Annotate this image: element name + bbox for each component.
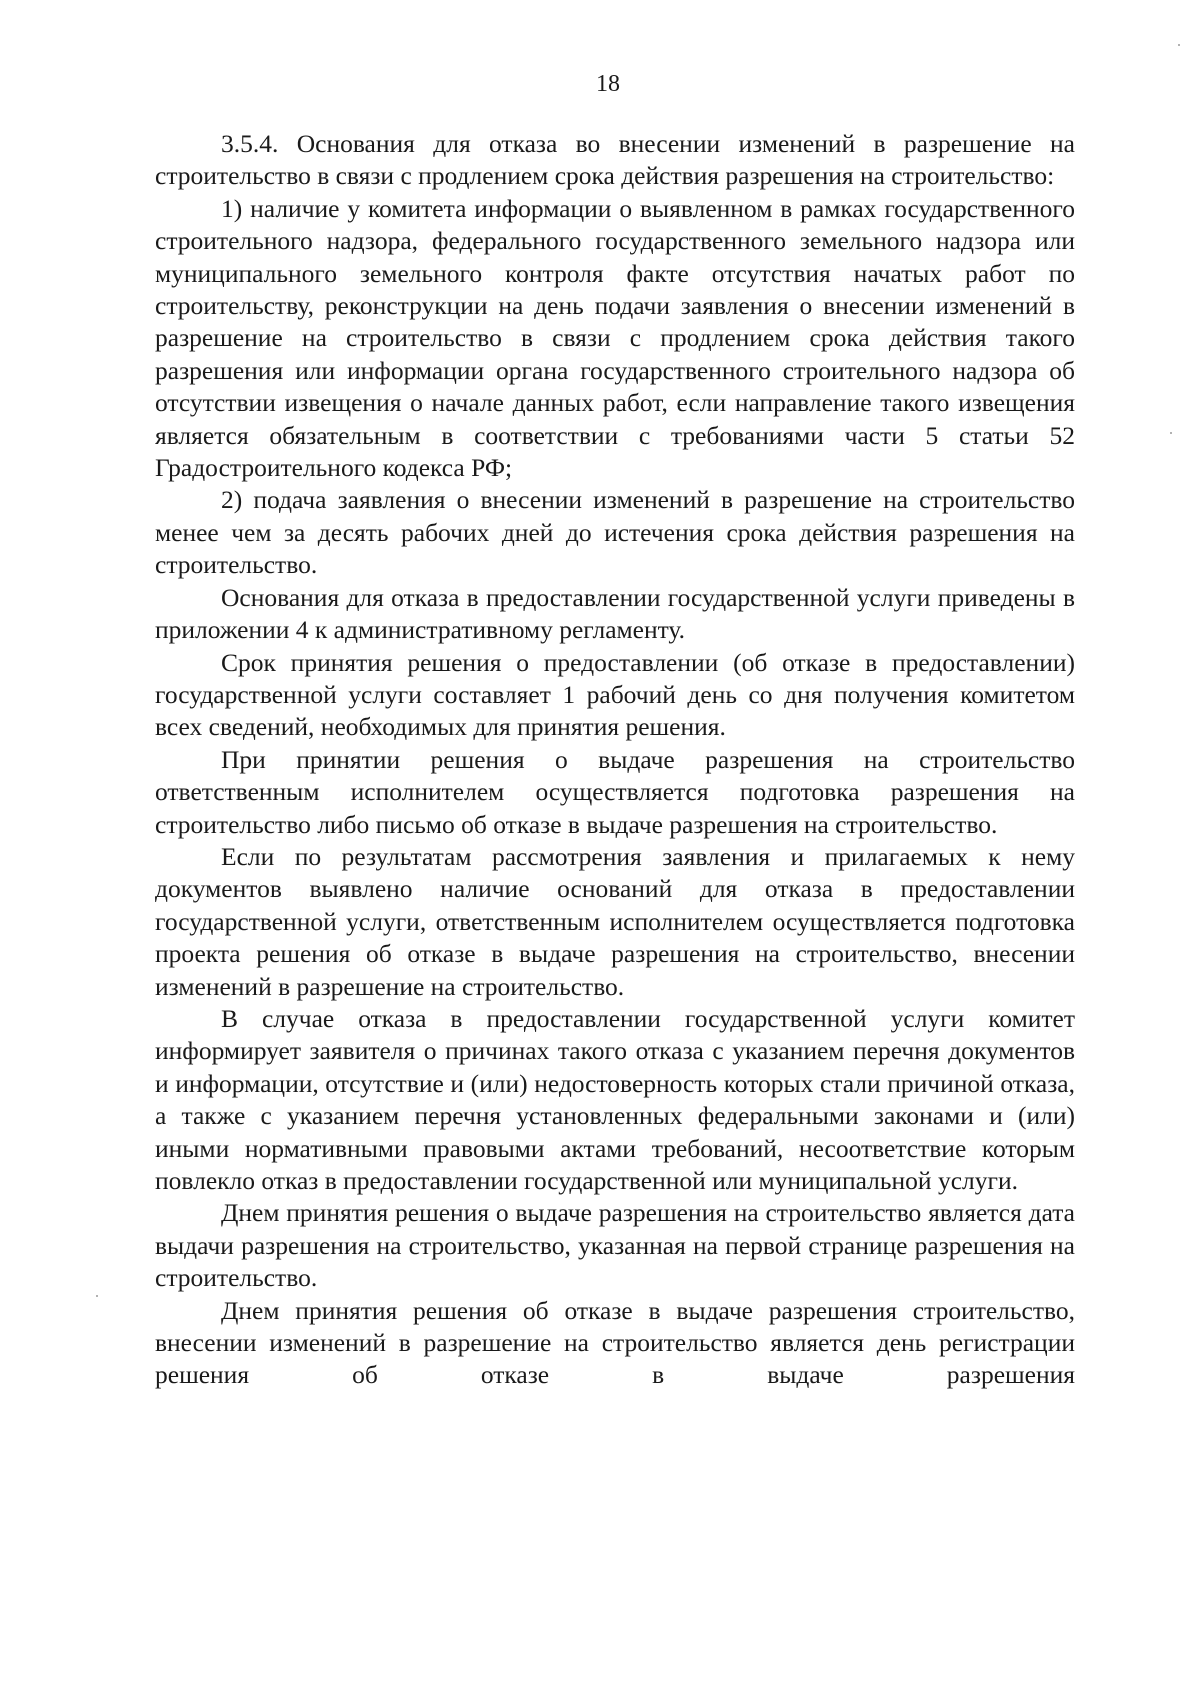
paragraph-refusal-notification: В случае отказа в предоставлении государственной услуги комитет информирует заявителя о причинах такого отказа с указанием перечня документов и информации, отсутствие и (или) недостоверность которых стали причиной отказа, а также с указанием перечня установленных федеральными законами и (или) иными нормативными правовыми актами требований, несоответствие которым повлекло отказ в предоставлении государственной или муниципальной услуги. xyxy=(155,1003,1075,1195)
paragraph-refusal-grounds: Основания для отказа в предоставлении государственной услуги приведены в приложении 4 к административному регламенту. xyxy=(155,582,1075,645)
page-number: 18 xyxy=(596,71,620,97)
paragraph-refusal-date: Днем принятия решения об отказе в выдаче разрешения строительство, внесении изменений в разрешение на строительство является день регистрации решения об отказе в выдаче разрешения xyxy=(155,1295,1075,1390)
paragraph-item-2: 2) подача заявления о внесении изменений в разрешение на строительство менее чем за десять рабочих дней до истечения срока действия разрешения на строительство. xyxy=(155,485,1075,580)
paragraph-3-5-4-heading: 3.5.4. Основания для отказа во внесении изменений в разрешение на строительство в связи с продлением срока действия разрешения на строительство: xyxy=(155,129,1075,191)
scan-speck xyxy=(96,1295,98,1297)
paragraph-decision-term: Срок принятия решения о предоставлении (об отказе в предоставлении) государственной услуги составляет 1 рабочий день со дня получения комитетом всех сведений, необходимых для принятия решения. xyxy=(155,647,1075,742)
document-body xyxy=(155,128,1075,1392)
paragraph-item-1: 1) наличие у комитета информации о выявленном в рамках государственного строительного надзора, федерального государственного земельного надзора или муниципального земельного контроля факте отсутствия начатых работ по строительству, реконструкции на день подачи заявления о внесении изменений в разрешение на строительство в связи с продлением срока действия такого разрешения или информации органа государственного строительного надзора об отсутствии извещения о начале данных работ, если направление такого извещения является обязательным в соответствии с требованиями части 5 статьи 52 Градостроительного кодекса РФ; xyxy=(155,193,1075,483)
scan-speck xyxy=(1178,44,1180,46)
scan-speck xyxy=(1170,432,1172,434)
paragraph-issue-date: Днем принятия решения о выдаче разрешения на строительство является дата выдачи разрешения на строительство, указанная на первой странице разрешения на строительство. xyxy=(155,1198,1075,1293)
paragraph-permit-preparation: При принятии решения о выдаче разрешения на строительство ответственным исполнителем осуществляется подготовка разрешения на строительство либо письмо об отказе в выдаче разрешения на строительство. xyxy=(155,744,1075,839)
paragraph-refusal-preparation: Если по результатам рассмотрения заявления и прилагаемых к нему документов выявлено наличие оснований для отказа в предоставлении государственной услуги, ответственным исполнителем осуществляется подготовка проекта решения об отказе в выдаче разрешения на строительство, внесении изменений в разрешение на строительство. xyxy=(155,841,1075,1001)
